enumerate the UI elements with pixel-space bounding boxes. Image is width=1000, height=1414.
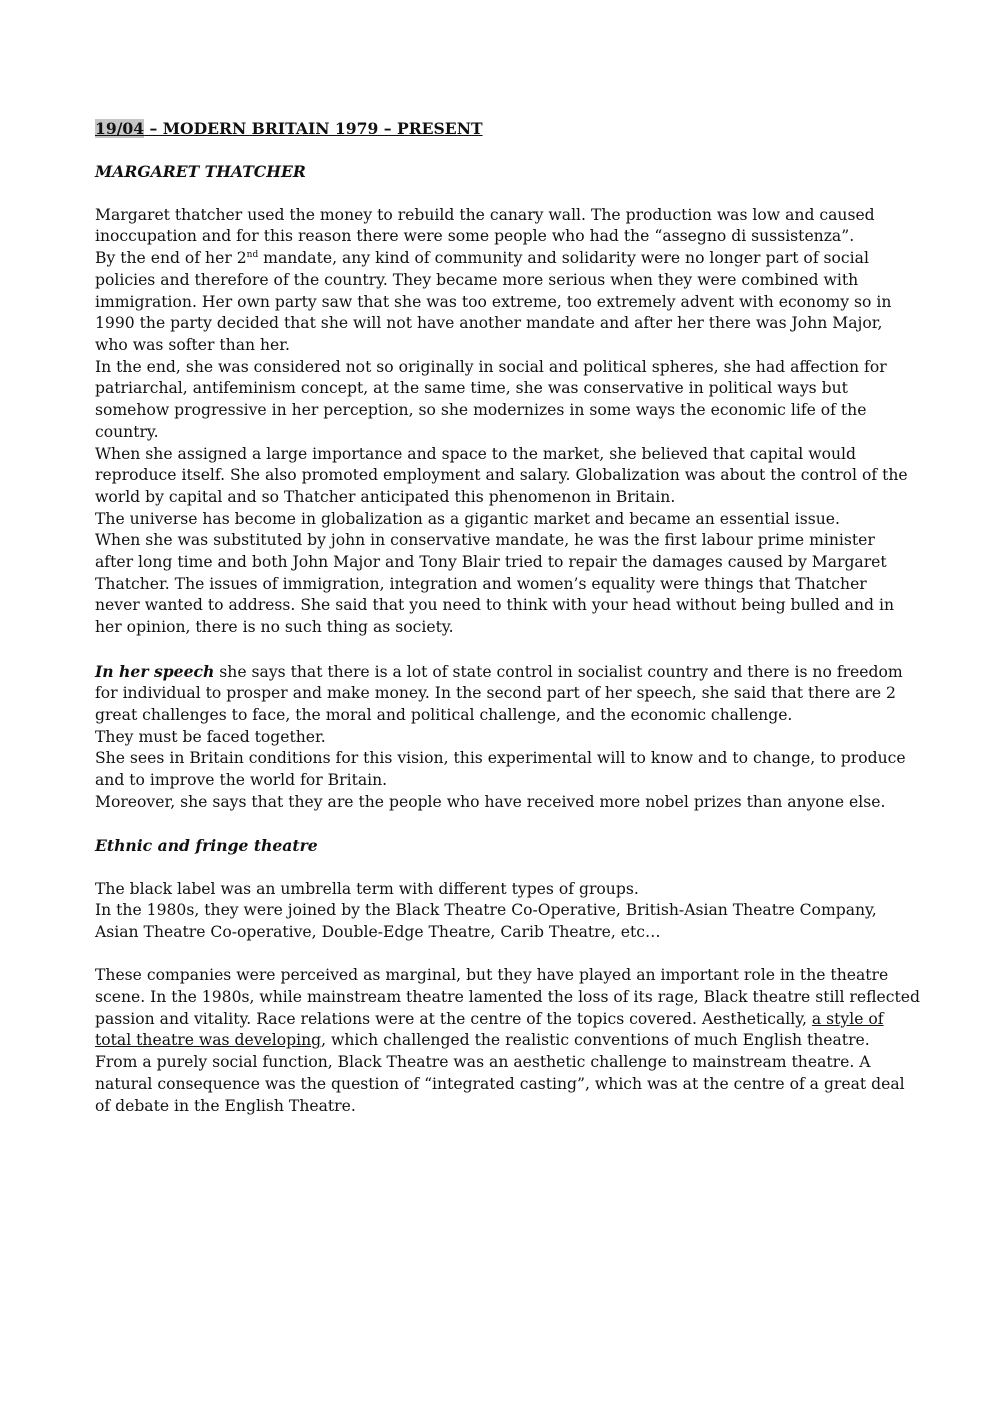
thatcher-paragraph bbox=[95, 205, 907, 639]
text-line: country. bbox=[95, 422, 159, 441]
text-line: 1990 the party decided that she will not have another mandate and after her there was John Major, bbox=[95, 314, 883, 333]
text-line: great challenges to face, the moral and political challenge, and the economic challenge. bbox=[95, 705, 793, 724]
spacer bbox=[95, 857, 907, 879]
text-line: policies and therefore of the country. They became more serious when they were combined with bbox=[95, 270, 859, 289]
mandate-superscript: nd bbox=[246, 250, 259, 260]
text-line: and to improve the world for Britain. bbox=[95, 771, 388, 790]
spacer bbox=[95, 183, 907, 205]
text-line-mandate bbox=[95, 248, 907, 270]
document-page bbox=[95, 118, 920, 1117]
text-line: The black label was an umbrella term with different types of groups. bbox=[95, 879, 639, 898]
text-line: They must be faced together. bbox=[95, 727, 326, 746]
text-line: never wanted to address. She said that you need to think with your head without being bulled and in bbox=[95, 596, 894, 615]
text-line: From a purely social function, Black Theatre was an aesthetic challenge to mainstream theatre. A bbox=[95, 1053, 871, 1072]
speech-lead: In her speech bbox=[95, 661, 215, 681]
text-line-underlined-start bbox=[95, 1009, 907, 1031]
mandate-suffix: mandate, any kind of community and solidarity were no longer part of social bbox=[258, 249, 869, 268]
speech-paragraph bbox=[95, 661, 907, 814]
text-line: inoccupation and for this reason there were some people who had the “assegno di sussistenza”. bbox=[95, 227, 855, 246]
underlined-phrase-end: total theatre was developing bbox=[95, 1031, 322, 1050]
section-heading-theatre: Ethnic and fringe theatre bbox=[95, 836, 318, 856]
text-line: for individual to prosper and make money. In the second part of her speech, she said that there are 2 bbox=[95, 684, 896, 703]
spacer bbox=[95, 140, 907, 162]
spacer bbox=[95, 944, 907, 966]
text-line-underlined-end bbox=[95, 1030, 907, 1052]
speech-first-rest: she says that there is a lot of state control in socialist country and there is no freedom bbox=[214, 662, 903, 681]
title-date: 19/04 bbox=[95, 119, 145, 138]
text-line: who was softer than her. bbox=[95, 336, 290, 354]
spacer bbox=[95, 639, 907, 661]
text-line: The universe has become in globalization as a gigantic market and became an essential issue. bbox=[95, 509, 840, 528]
mandate-prefix: By the end of her 2 bbox=[95, 249, 247, 268]
text-line: somehow progressive in her perception, so she modernizes in some ways the economic life of the bbox=[95, 401, 867, 420]
text-line: world by capital and so Thatcher anticipated this phenomenon in Britain. bbox=[95, 487, 676, 506]
text-line: In the 1980s, they were joined by the Black Theatre Co-Operative, British-Asian Theatre Company, bbox=[95, 901, 877, 920]
text-line: When she was substituted by john in conservative mandate, he was the first labour prime minister bbox=[95, 531, 875, 550]
text-line: Asian Theatre Co-operative, Double-Edge Theatre, Carib Theatre, etc… bbox=[95, 922, 661, 941]
text-line: her opinion, there is no such thing as society. bbox=[95, 618, 454, 637]
line4-plain: , which challenged the realistic conventions of much English theatre. bbox=[321, 1031, 870, 1050]
theatre-paragraph-1 bbox=[95, 879, 907, 944]
text-line: She sees in Britain conditions for this vision, this experimental will to know and to change, to produce bbox=[95, 749, 906, 768]
text-line: patriarchal, antifeminism concept, at the same time, she was conservative in political ways but bbox=[95, 379, 848, 398]
text-line: Moreover, she says that they are the people who have received more nobel prizes than anyone else. bbox=[95, 792, 886, 811]
section-heading-thatcher: MARGARET THATCHER bbox=[95, 162, 306, 182]
line3-plain: passion and vitality. Race relations were at the centre of the topics covered. Aesthetically, bbox=[95, 1009, 812, 1028]
text-line: after long time and both John Major and Tony Blair tried to repair the damages caused by Margaret bbox=[95, 553, 887, 572]
theatre-paragraph-2 bbox=[95, 965, 920, 1117]
text-line: Margaret thatcher used the money to rebuild the canary wall. The production was low and caused bbox=[95, 205, 875, 224]
text-line: In the end, she was considered not so originally in social and political spheres, she had affection for bbox=[95, 357, 887, 376]
text-line: When she assigned a large importance and space to the market, she believed that capital would bbox=[95, 444, 856, 463]
text-line: of debate in the English Theatre. bbox=[95, 1096, 356, 1115]
text-line: immigration. Her own party saw that she was too extreme, too extremely advent with economy so in bbox=[95, 292, 892, 311]
text-line: natural consequence was the question of “integrated casting”, which was at the centre of a great deal bbox=[95, 1074, 905, 1093]
text-line-speech-lead bbox=[95, 661, 907, 684]
underlined-phrase-start: a style of bbox=[811, 1009, 884, 1028]
title-text: – MODERN BRITAIN 1979 – PRESENT bbox=[144, 119, 483, 138]
spacer bbox=[95, 813, 907, 835]
text-line: scene. In the 1980s, while mainstream theatre lamented the loss of its rage, Black theatre still reflected bbox=[95, 988, 920, 1007]
document-title bbox=[95, 118, 907, 140]
text-line: Thatcher. The issues of immigration, integration and women’s equality were things that Thatcher bbox=[95, 574, 867, 593]
text-line: These companies were perceived as marginal, but they have played an important role in the theatre bbox=[95, 966, 889, 985]
text-line: reproduce itself. She also promoted employment and salary. Globalization was about the control of the bbox=[95, 466, 908, 485]
